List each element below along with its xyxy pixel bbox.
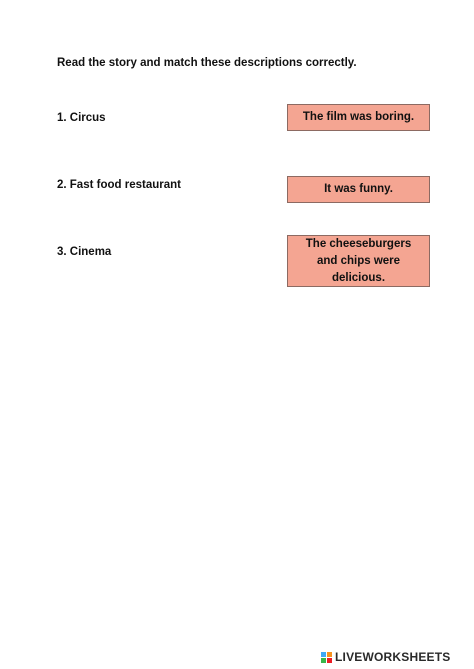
description-box-funny[interactable]	[287, 176, 430, 203]
logo-square	[327, 658, 332, 663]
logo-square	[327, 652, 332, 657]
instruction-text: Read the story and match these descriptions correctly.	[57, 57, 357, 69]
description-box-film-boring[interactable]	[287, 104, 430, 131]
liveworksheets-footer	[321, 650, 450, 664]
logo-square	[321, 652, 326, 657]
description-box-cheeseburgers[interactable]	[287, 235, 430, 287]
match-item-circus: 1. Circus	[57, 112, 106, 124]
description-text: It was funny.	[324, 183, 393, 195]
match-item-cinema: 3. Cinema	[57, 246, 112, 258]
logo-square	[321, 658, 326, 663]
liveworksheets-logo-icon	[321, 652, 332, 663]
description-text: The film was boring.	[302, 111, 415, 123]
match-item-fast-food-restaurant: 2. Fast food restaurant	[57, 179, 181, 191]
description-text: The cheeseburgers and chips were delicious.	[305, 237, 412, 284]
liveworksheets-brand-text: LIVEWORKSHEETS	[335, 650, 451, 664]
